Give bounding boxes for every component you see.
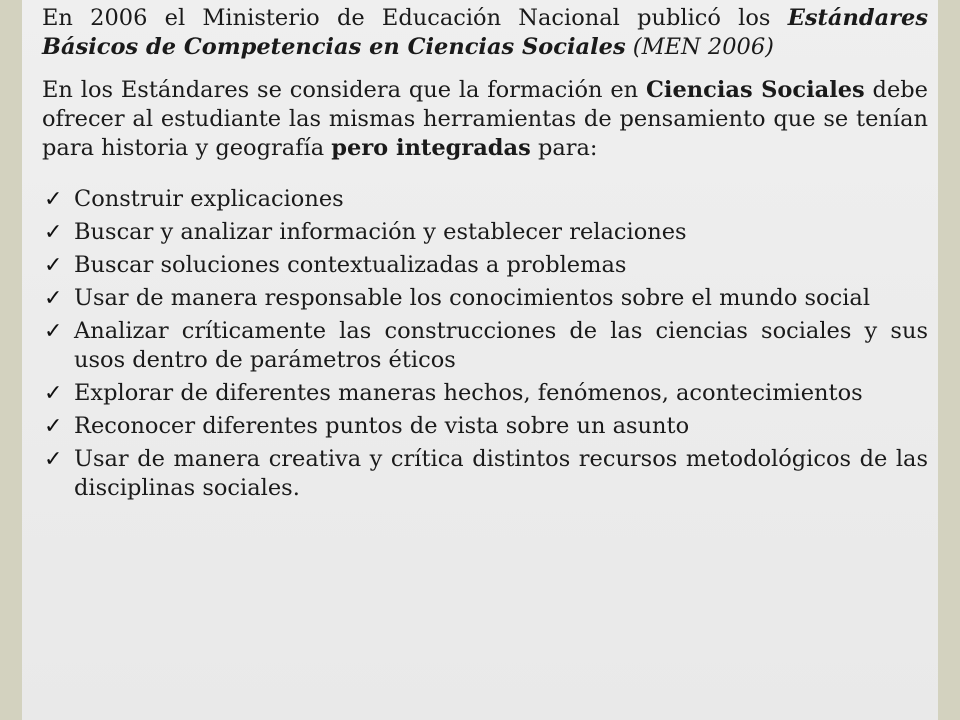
list-item-text: Analizar críticamente las construcciones de las ciencias sociales y sus usos dentro de parámetros éticos — [74, 318, 928, 373]
list-item — [42, 445, 928, 503]
pero-integradas-bold: pero integradas — [331, 135, 531, 161]
check-icon: ✓ — [44, 220, 63, 245]
check-icon: ✓ — [44, 319, 63, 344]
list-item — [42, 251, 928, 280]
list-item — [42, 284, 928, 313]
standards-text-3: para: — [530, 135, 598, 161]
standards-title: Estándares Básicos de Competencias en Ciencias Sociales — [42, 5, 928, 60]
check-icon: ✓ — [44, 381, 63, 406]
list-item-text: Usar de manera creativa y crítica distintos recursos metodológicos de las disciplinas sociales. — [74, 446, 928, 501]
list-item-text: Buscar soluciones contextualizadas a problemas — [74, 252, 627, 278]
list-item-text: Buscar y analizar información y establecer relaciones — [74, 219, 687, 245]
check-icon: ✓ — [44, 187, 63, 212]
standards-paragraph — [42, 76, 928, 163]
list-item — [42, 379, 928, 408]
intro-text: En 2006 el Ministerio de Educación Nacional publicó los — [42, 5, 788, 31]
standards-text-2: debe ofrecer al estudiante las mismas herramientas de pensamiento que se tenían para historia y geografía — [42, 77, 928, 161]
citation: (MEN 2006) — [625, 34, 774, 60]
competencies-list — [42, 185, 928, 503]
list-item-text: Construir explicaciones — [74, 186, 344, 212]
list-item-text: Usar de manera responsable los conocimientos sobre el mundo social — [74, 285, 871, 311]
intro-paragraph — [42, 4, 928, 62]
list-item-text: Explorar de diferentes maneras hechos, fenómenos, acontecimientos — [74, 380, 863, 406]
check-icon: ✓ — [44, 414, 63, 439]
list-item — [42, 412, 928, 441]
list-item — [42, 185, 928, 214]
check-icon: ✓ — [44, 447, 63, 472]
slide-content — [42, 4, 928, 507]
list-item — [42, 218, 928, 247]
ciencias-sociales-bold: Ciencias Sociales — [645, 77, 865, 103]
standards-text-1: En los Estándares se considera que la formación en — [42, 77, 646, 103]
check-icon: ✓ — [44, 253, 63, 278]
list-item-text: Reconocer diferentes puntos de vista sobre un asunto — [74, 413, 690, 439]
check-icon: ✓ — [44, 286, 63, 311]
list-item — [42, 317, 928, 375]
slide — [22, 0, 938, 720]
